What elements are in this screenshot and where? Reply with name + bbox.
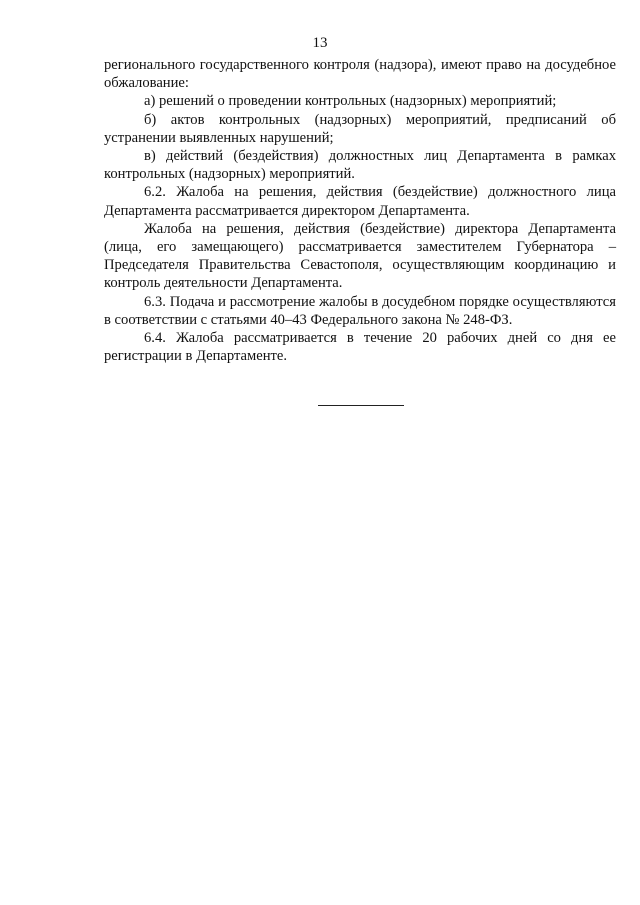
list-item-c-actions: в) действий (бездействия) должностных лиц Департамента в рамках контрольных (надзорных) мероприятий.	[104, 148, 616, 183]
document-body	[104, 56, 616, 365]
end-separator-line	[318, 405, 404, 406]
page-number: 13	[312, 35, 328, 51]
paragraph-6-3: 6.3. Подача и рассмотрение жалобы в досудебном порядке осуществляются в соответствии с статьями 40–43 Федерального закона № 248-ФЗ.	[104, 293, 616, 328]
list-item-b-acts: б) актов контрольных (надзорных) мероприятий, предписаний об устранении выявленных нарушений;	[104, 111, 616, 146]
paragraph-director-complaint: Жалоба на решения, действия (бездействие) директора Департамента (лица, его замещающего) рассматривается заместителем Губернатора – Председателя Правительства Севастополя, осуществляющим координацию и контроль деятельности Департамента.	[104, 220, 616, 292]
paragraph-appeal-right: регионального государственного контроля (надзора), имеют право на досудебное обжалование:	[104, 57, 616, 92]
paragraph-6-4: 6.4. Жалоба рассматривается в течение 20 рабочих дней со дня ее регистрации в Департаменте.	[104, 330, 616, 365]
list-item-a-decisions: а) решений о проведении контрольных (надзорных) мероприятий;	[144, 93, 557, 110]
paragraph-6-2: 6.2. Жалоба на решения, действия (бездействие) должностного лица Департамента рассматривается директором Департамента.	[104, 184, 616, 219]
